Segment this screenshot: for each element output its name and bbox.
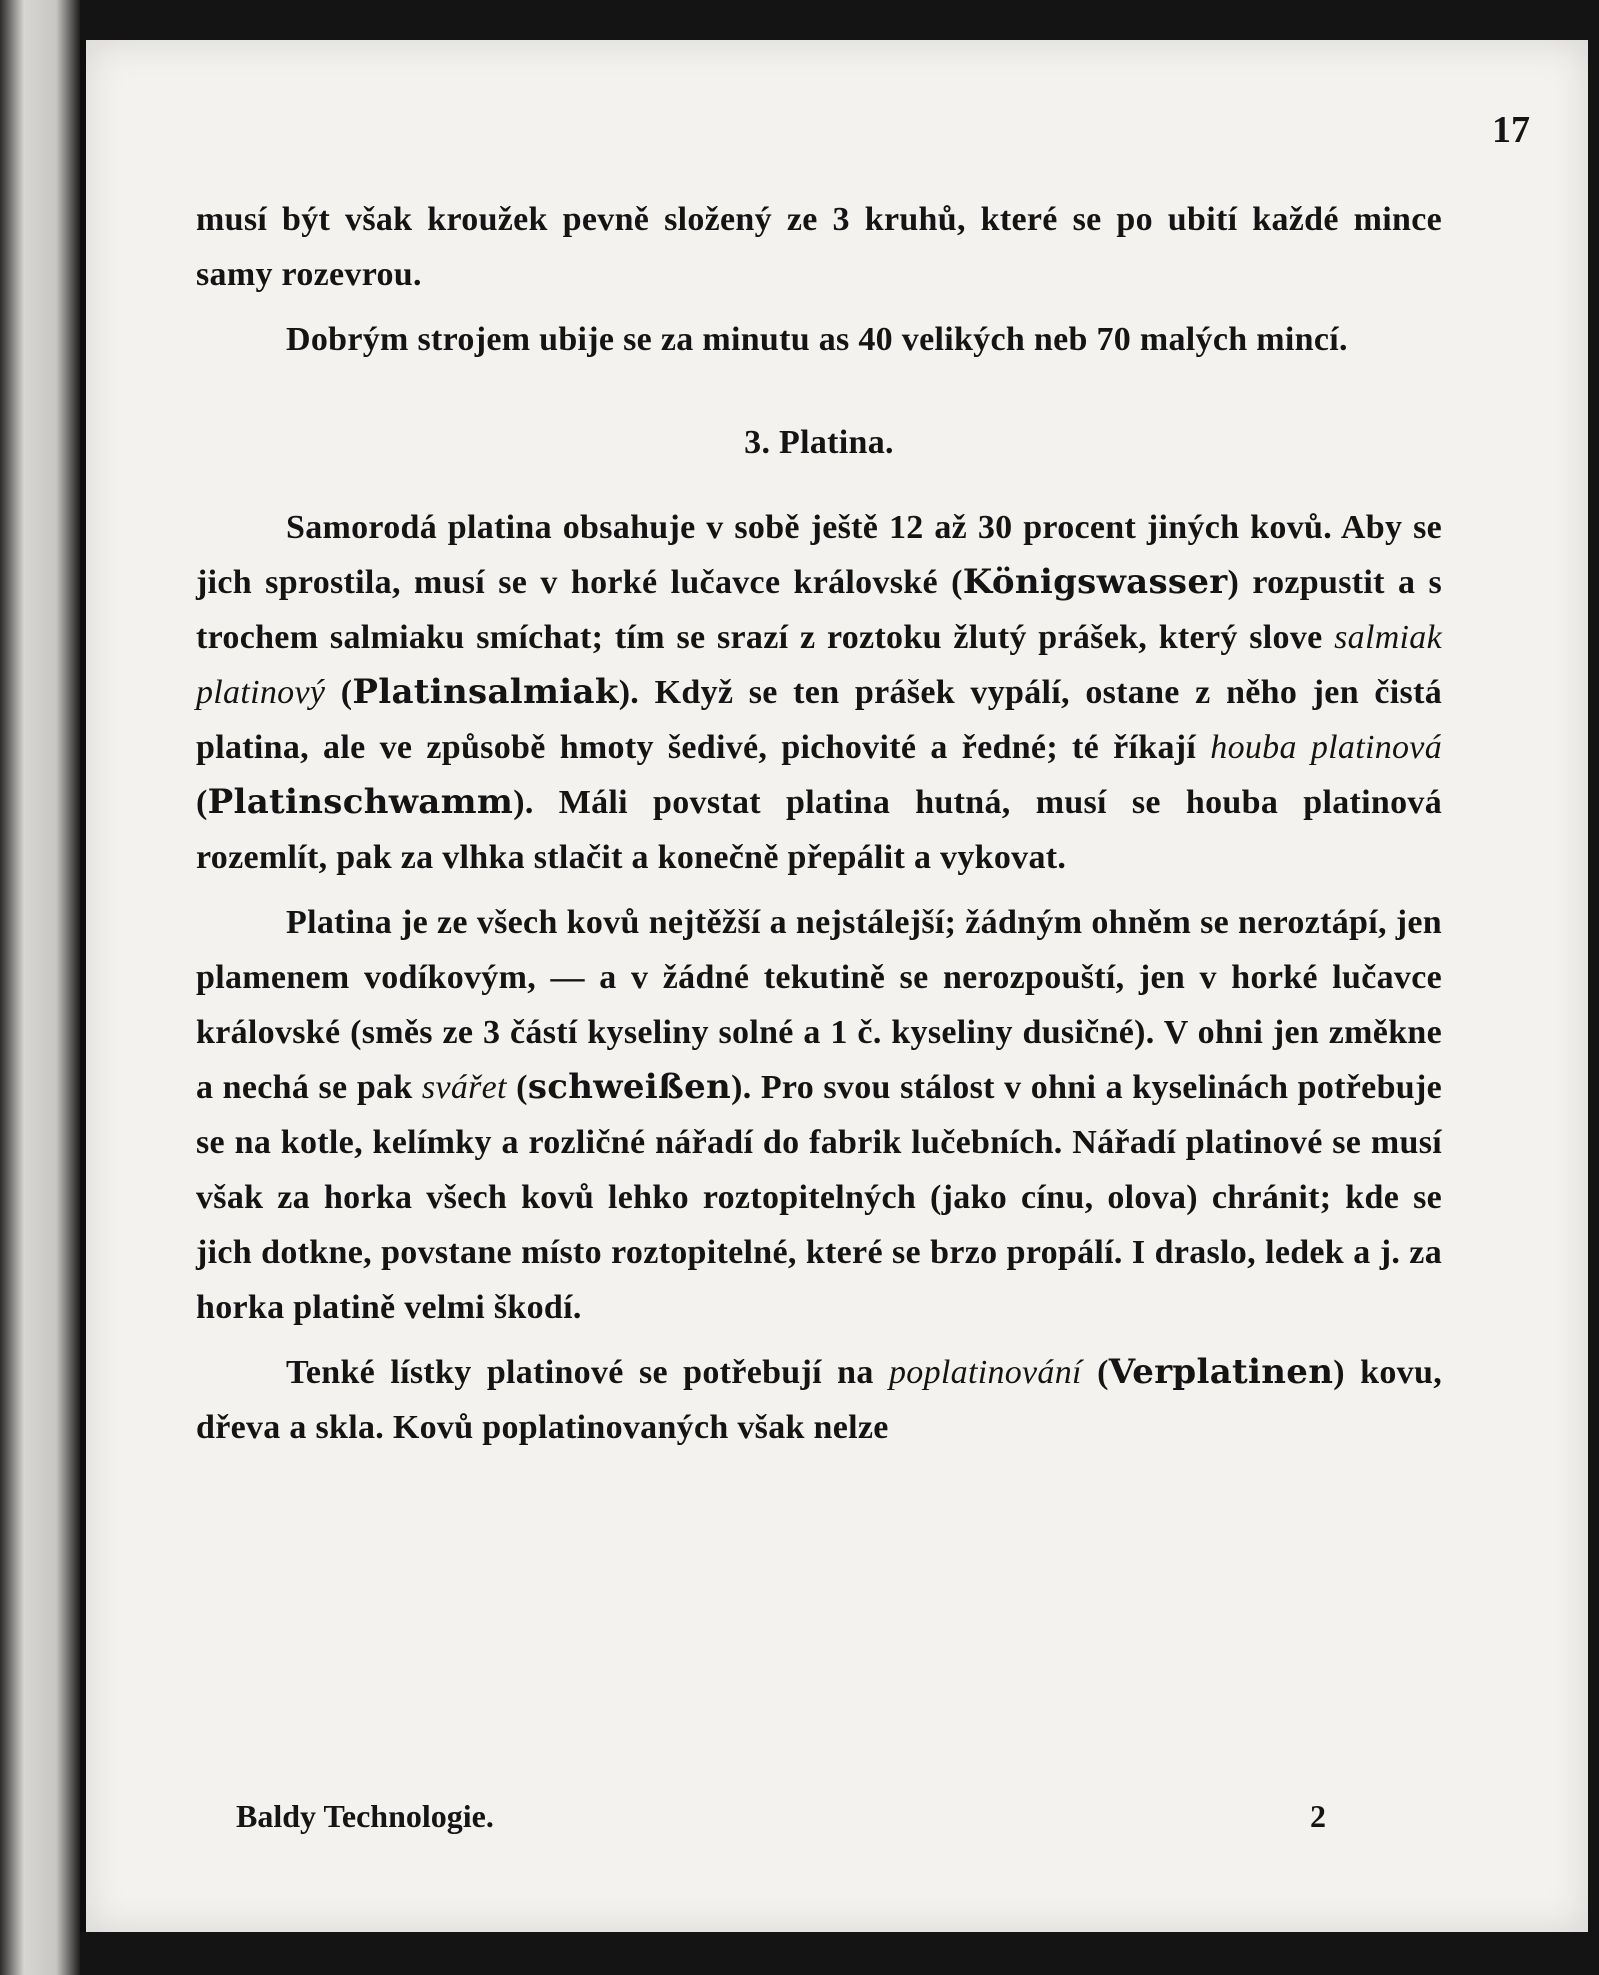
- page-body: [196, 192, 1442, 1455]
- book-page: [80, 40, 1588, 1932]
- p3-text-a: Samorodá platina obsahuje v sobě ještě 12 až 30 procent jiných kovů. Aby se jich sprostila, musí se v horké lučavce královské (: [196, 509, 1442, 601]
- p4-text-e: ). Pro svou stálost v ohni a kyselinách potřebuje se na kotle, kelímky a rozličné nářadí do fabrik lučebních. Nářadí platinové se musí však za horka všech kovů lehko roztopitelných (jako cínu, olova) chránit; kde se jich dotkne, povstane místo roztopitelné, které se brzo propálí. I draslo, ledek a j. za horka platině velmi škodí.: [196, 1069, 1443, 1326]
- p3-german-term-3: Platinschwamm: [207, 782, 514, 822]
- paragraph-3: [196, 500, 1442, 885]
- p5-text-a: Tenké lístky platinové se potřebují na: [286, 1354, 889, 1391]
- p4-text-c: (: [506, 1069, 528, 1106]
- p3-german-term-1: Königswasser: [962, 562, 1228, 602]
- p3-text-g: ). Když se ten prášek vypálí, ostane z něho jen čistá platina, ale ve způsobě hmoty šedivé, pichovité a ředné; té říkají: [196, 674, 1442, 766]
- p5-text-e: ) kovu, dřeva a skla. Kovů poplatinovaných však nelze: [196, 1354, 1442, 1446]
- p3-italic-term-2: houba platinová: [1210, 729, 1442, 766]
- p5-italic-term: poplatinování: [889, 1354, 1082, 1391]
- p5-german-term: Verplatinen: [1108, 1352, 1334, 1392]
- p3-text-k: ). Máli povstat platina hutná, musí se houba platinová rozemlít, pak za vlhka stlačit a konečně přepálit a vykovat.: [196, 784, 1442, 876]
- paragraph-5: [196, 1345, 1442, 1455]
- p4-text-a: Platina je ze všech kovů nejtěžší a nejstálejší; žádným ohněm se neroztápí, jen plamenem vodíkovým, — a v žádné tekutině se nerozpouští, jen v horké lučavce královské (směs ze 3 částí kyseliny solné a 1 č. kyseliny dusičné). V ohni jen změkne a nechá se pak: [196, 904, 1442, 1106]
- p4-german-term: schweißen: [527, 1067, 732, 1107]
- paragraph-2: Dobrým strojem ubije se za minutu as 40 velikých neb 70 malých mincí.: [286, 321, 1348, 358]
- book-gutter: [0, 0, 80, 1975]
- paragraph-1: musí být však kroužek pevně složený ze 3 kruhů, které se po ubití každé mince samy rozevrou.: [196, 201, 1442, 293]
- footer-title: Baldy Technologie.: [236, 1798, 494, 1834]
- p4-italic-term: svářet: [421, 1069, 507, 1106]
- section-heading: 3. Platina.: [744, 424, 894, 461]
- p5-text-c: (: [1081, 1354, 1109, 1391]
- p3-text-e: (: [325, 674, 353, 711]
- page-footer: [236, 1798, 1326, 1835]
- p3-text-i: (: [196, 784, 208, 821]
- p3-italic-term-1: salmiak platinový: [196, 619, 1442, 711]
- page-number: 17: [1492, 109, 1530, 151]
- p3-german-term-2: Platinsalmiak: [352, 672, 619, 712]
- signature-mark: 2: [1310, 1798, 1326, 1834]
- p3-text-c: ) rozpustit a s trochem salmiaku smíchat; tím se srazí z roztoku žlutý prášek, který slove: [196, 564, 1442, 656]
- paragraph-4: [196, 895, 1442, 1335]
